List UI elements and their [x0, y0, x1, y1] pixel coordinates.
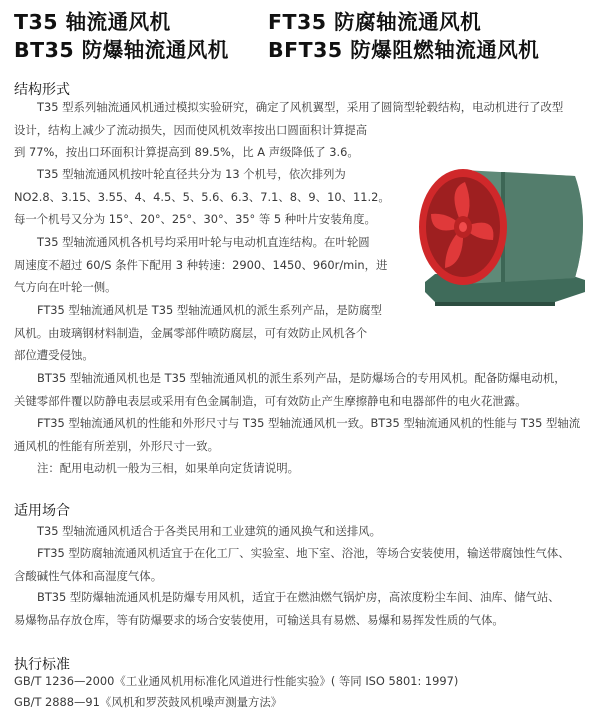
application-paragraph-3: [14, 586, 560, 631]
note-text: 注：配用电动机一般为三相，如果单向定货请说明。: [37, 461, 299, 475]
structure-note: [14, 457, 299, 480]
structure-paragraph-4: [14, 299, 382, 367]
text-line: 周速度不超过 60/S 条件下配用 3 种转速：2900、1450、960r/min，进: [14, 257, 388, 272]
text-line: FT35 型防腐轴流通风机适宜于在化工厂、实验室、地下室、浴池，等场合安装使用，输送带腐蚀性气体、: [37, 546, 570, 560]
text-line: 易爆物品存放仓库，等有防爆要求的场合安装使用，可输送具有易燃、易爆和易挥发性质的气体。: [14, 612, 504, 627]
text-line: BT35 型防爆轴流通风机是防爆专用风机，适宜于在燃油燃气锅炉房，高浓度粉尘车间、油库、储气站、: [37, 590, 560, 604]
title-bt35: BT35 防爆轴流通风机: [14, 38, 229, 62]
text-line: 风机。由玻璃钢材料制造，金属零部件喷防腐层，可有效防止风机各个: [14, 325, 368, 340]
text-line: 气方向在叶轮一侧。: [14, 280, 117, 294]
standard-item: GB/T 1236—2000《工业通风机用标准化风道进行性能实验》( 等同 ISO 5801: 1997): [14, 674, 459, 688]
text-line: 设计，结构上减少了流动损失，因而使风机效率按出口圆面积计算提高: [14, 122, 368, 137]
text-line: T35 型轴流通风机按叶轮直径共分为 13 个机号，依次排列为: [37, 167, 346, 181]
text-line: FT35 型轴流通风机的性能和外形尺寸与 T35 型轴流通风机一致。BT35 型轴流通风机的性能与 T35 型轴流: [37, 416, 581, 430]
text-line: T35 型轴流通风机适合于各类民用和工业建筑的通风换气和送排风。: [37, 524, 382, 538]
fan-hub-cap: [459, 222, 467, 232]
heading-application: 适用场合: [14, 503, 70, 519]
text-line: 到 77%，按出口环面积计算提高到 89.5%，比 A 声级降低了 3.6。: [14, 145, 359, 159]
heading-standards: 执行标准: [14, 657, 70, 673]
standard-item: GB/T 2888—91《风机和罗茨鼓风机噪声测量方法》: [14, 695, 283, 709]
title-t35: T35 轴流通风机: [14, 10, 171, 34]
text-line: 关键零部件覆以防静电表层或采用有色金属制造，可有效防止产生摩擦静电和电器部件的电火花泄露。: [14, 393, 527, 408]
text-line: T35 型系列轴流通风机通过模拟实验研究，确定了风机翼型，采用了圆筒型轮毂结构，电动机进行了改型: [37, 100, 564, 114]
text-line: FT35 型轴流通风机是 T35 型轴流通风机的派生系列产品，是防腐型: [37, 303, 382, 317]
title-row-1: [14, 5, 482, 35]
text-line: BT35 型轴流通风机也是 T35 型轴流通风机的派生系列产品，是防爆场合的专用风机。配备防爆电动机，: [37, 371, 566, 385]
text-line: 含酸碱性气体和高湿度气体。: [14, 568, 163, 583]
standards-list: [14, 671, 458, 713]
structure-paragraph-6: [14, 412, 580, 457]
text-line: NO2.8、3.15、3.55、4、4.5、5、5.6、6.3、7.1、8、9、10、11.2。: [14, 189, 390, 204]
fan-base-edge: [435, 302, 555, 306]
application-paragraph-2: [14, 542, 570, 587]
structure-paragraph-2: [14, 163, 390, 231]
application-paragraph-1: [14, 520, 381, 543]
text-line: 每一个机号又分为 15°、20°、25°、30°、35° 等 5 种叶片安装角度。: [14, 212, 376, 226]
axial-fan-illustration: [405, 152, 595, 308]
structure-paragraph-3: [14, 231, 387, 299]
fan-body-shade: [505, 172, 583, 282]
title-bft35: BFT35 防爆阻燃轴流通风机: [268, 38, 540, 62]
text-line: 通风机的性能有所差别，外形尺寸一致。: [14, 438, 220, 453]
title-ft35: FT35 防腐轴流通风机: [268, 10, 482, 34]
heading-structure: 结构形式: [14, 82, 70, 98]
text-line: 部位遭受侵蚀。: [14, 348, 94, 362]
text-line: T35 型轴流通风机各机号均采用叶轮与电动机直连结构。在叶轮圆: [37, 235, 370, 249]
structure-paragraph-5: [14, 367, 566, 412]
title-row-2: [14, 33, 540, 63]
